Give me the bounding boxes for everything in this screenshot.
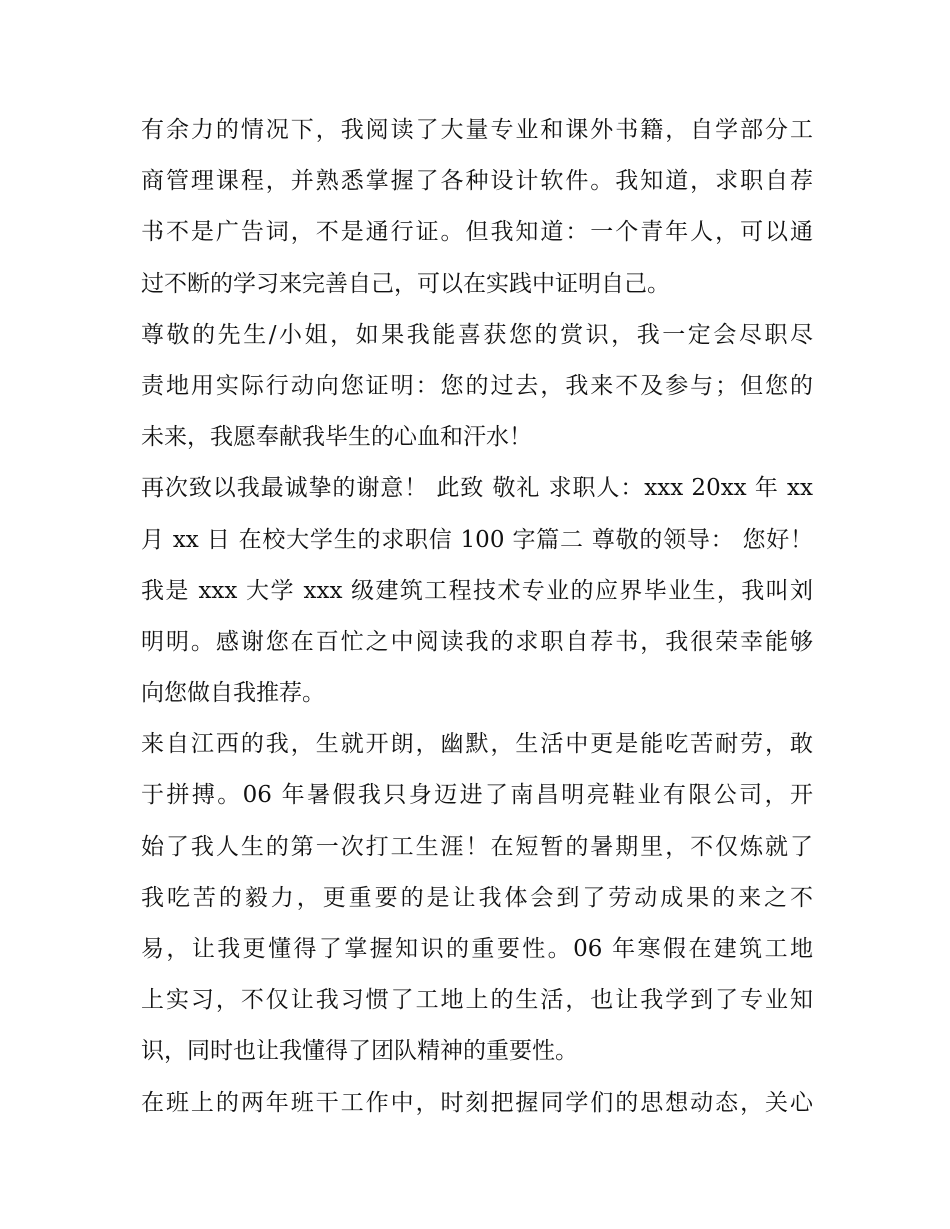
text-line: 我吃苦的毅力，更重要的是让我体会到了劳动成果的来之不 [141, 884, 813, 911]
text-line: 过不断的学习来完善自己，可以在实践中证明自己。 [141, 270, 670, 297]
paragraph-1 [141, 110, 813, 315]
text-line: 我是 xxx 大学 xxx 级建筑工程技术专业的应界毕业生，我叫刘 [141, 577, 813, 604]
text-line: 书不是广告词，不是通行证。但我知道：一个青年人，可以通 [141, 219, 813, 246]
text-line: 来自江西的我，生就开朗，幽默，生活中更是能吃苦耐劳，敢 [141, 731, 813, 758]
paragraph-4 [141, 724, 813, 1082]
document-body [141, 110, 813, 1134]
text-line: 始了我人生的第一次打工生涯！在短暂的暑期里，不仅炼就了 [141, 833, 813, 860]
text-line: 在班上的两年班干工作中，时刻把握同学们的思想动态，关心 [141, 1089, 813, 1116]
text-line: 未来，我愿奉献我毕生的心血和汗水！ [141, 424, 532, 451]
text-line: 再次致以我最诚挚的谢意！ 此致 敬礼 求职人：xxx 20xx 年 xx [141, 475, 813, 502]
text-line: 于拼搏。06 年暑假我只身迈进了南昌明亮鞋业有限公司，开 [141, 782, 813, 809]
text-line: 易，让我更懂得了掌握知识的重要性。06 年寒假在建筑工地 [141, 936, 813, 962]
text-line: 识，同时也让我懂得了团队精神的重要性。 [141, 1038, 578, 1065]
paragraph-2 [141, 315, 813, 469]
text-line: 尊敬的先生/小姐，如果我能喜获您的赏识，我一定会尽职尽 [141, 321, 813, 348]
text-line: 有余力的情况下，我阅读了大量专业和课外书籍，自学部分工 [141, 117, 813, 143]
text-line: 上实习，不仅让我习惯了工地上的生活，也让我学到了专业知 [141, 987, 813, 1014]
text-line: 明明。感谢您在百忙之中阅读我的求职自荐书，我很荣幸能够 [141, 628, 813, 655]
text-line: 商管理课程，并熟悉掌握了各种设计软件。我知道，求职自荐 [141, 168, 813, 195]
text-line: 责地用实际行动向您证明：您的过去，我来不及参与；但您的 [141, 372, 813, 399]
text-line: 向您做自我推荐。 [141, 680, 325, 707]
paragraph-5 [141, 1083, 813, 1134]
paragraph-3 [141, 468, 813, 724]
text-line: 月 xx 日 在校大学生的求职信 100 字篇二 尊敬的领导： 您好！ [141, 526, 813, 553]
